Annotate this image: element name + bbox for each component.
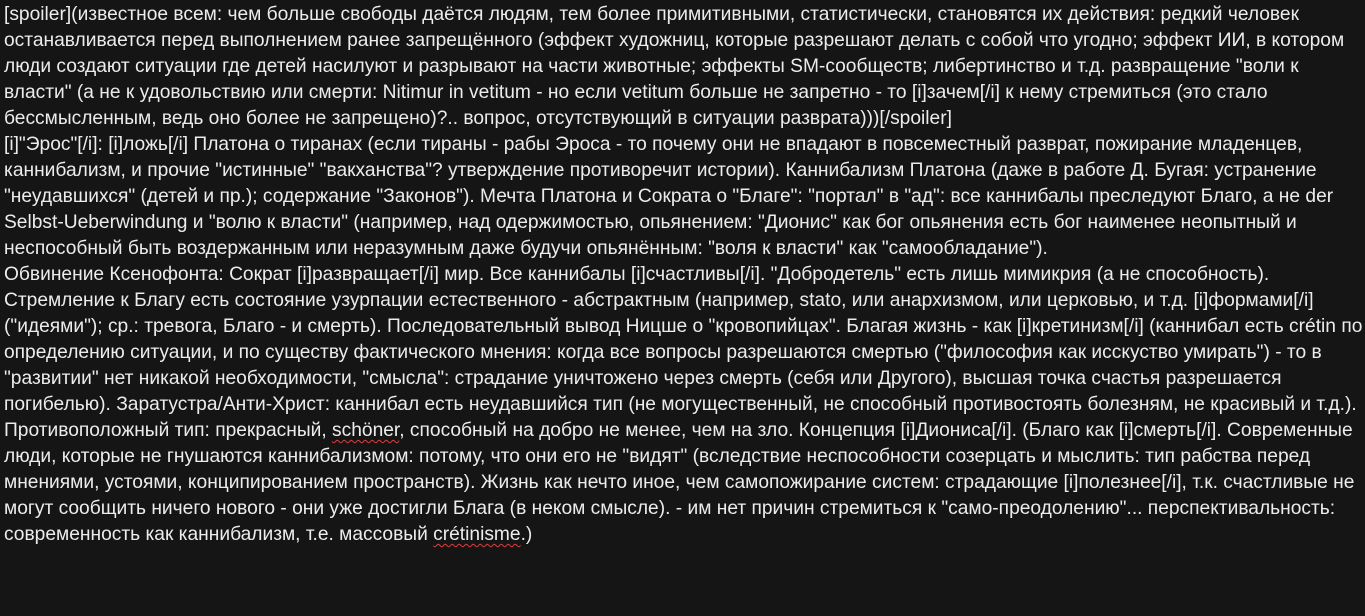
paragraph-eros	[4, 132, 1365, 262]
paragraph-opposite-type	[4, 418, 1365, 548]
paragraph-text: , способный на добро не менее, чем на зло. Концепция [i]Диониса[/i]. (Благо как [i]смерть[/i]. Современные люди, которые не гнушаются каннибализмом: потому, что они его не "видят" (вследствие неспособности созерцать и мыслить: тип рабства перед мнениями, устоями, конципированием пространств). Жизнь как нечто иное, чем самопожирание систем: страдающие [i]полезнее[/i], т.к. счастливые не могут сообщить ничего нового - они уже достигли Блага (в неком смысле). - им нет причин стремиться к "само-преодолению"... перспективальность: современность как каннибализм, т.е. массовый	[4, 420, 1355, 545]
paragraph-text: Обвинение Ксенофонта: Сократ [i]развращает[/i] мир. Все каннибалы [i]счастливы[/i]. "Добродетель" есть лишь мимикрия (а не способность). Стремление к Благу есть состояние узурпации естественного - абстрактным (например, stato, или анархизмом, или церковью, и т.д. [i]формами[/i] ("идеями"); ср.: тревога, Благо - и смерть). Последовательный вывод Ницше о "кровопийцах". Благая жизнь - как [i]кретинизм[/i] (каннибал есть crétin по определению ситуации, и по существу фактического мнения: когда все вопросы разрешаются смертью ("философия как исскуство умирать") - то в "развитии" нет никакой необходимости, "смысла": страдание уничтожено через смерть (себя или Другого), высшая точка счастья разрешается погибелью). Заратустра/Анти-Христ: каннибал есть неудавшийся тип (не могущественный, не способный противостоять болезням, не красивый и т.д.).	[4, 264, 1363, 415]
paragraph-xenophon	[4, 262, 1365, 418]
misspelled-word-cretinisme[interactable]: crétinisme	[433, 524, 521, 545]
paragraph-spoiler	[4, 2, 1365, 132]
paragraph-text: [i]"Эрос"[/i]: [i]ложь[/i] Платона о тиранах (если тираны - рабы Эроса - то почему они не впадают в повсеместный разврат, пожирание младенцев, каннибализм, и прочие "истинные" "вакханства"? утверждение противоречит истории). Каннибализм Платона (даже в работе Д. Бугая: устранение "неудавшихся" (детей и пр.); содержание "Законов"). Мечта Платона и Сократа о "Благе": "портал" в "ад": все каннибалы преследуют Благо, а не der Selbst-Ueberwindung и "волю к власти" (например, над одержимостью, опьянением: "Дионис" как бог опьянения есть бог наименее неопытный и неспособный быть воздержанным или неразумным даже будучи опьянённым: "воля к власти" как "самообладание").	[4, 134, 1334, 259]
paragraph-text: [spoiler](известное всем: чем больше свободы даётся людям, тем более примитивными, статистически, становятся их действия: редкий человек останавливается перед выполнением ранее запрещённого (эффект художниц, которые разрешают делать с собой что угодно; эффект ИИ, в котором люди создают ситуации где детей насилуют и разрывают на части животные; эффекты SM-сообществ; либертинство и т.д. развращение "воли к власти" (а не к удовольствию или смерти: Nitimur in vetitum - но если vetitum больше не запретно - то [i]зачем[/i] к нему стремиться (это стало бессмысленным, ведь оно более не запрещено)?.. вопрос, отсутствующий в ситуации разврата)))[/spoiler]	[4, 4, 1345, 129]
paragraph-text: Противоположный тип: прекрасный,	[4, 420, 333, 441]
paragraph-text: .)	[520, 524, 533, 545]
misspelled-word-schoner[interactable]: schöner	[332, 420, 400, 441]
